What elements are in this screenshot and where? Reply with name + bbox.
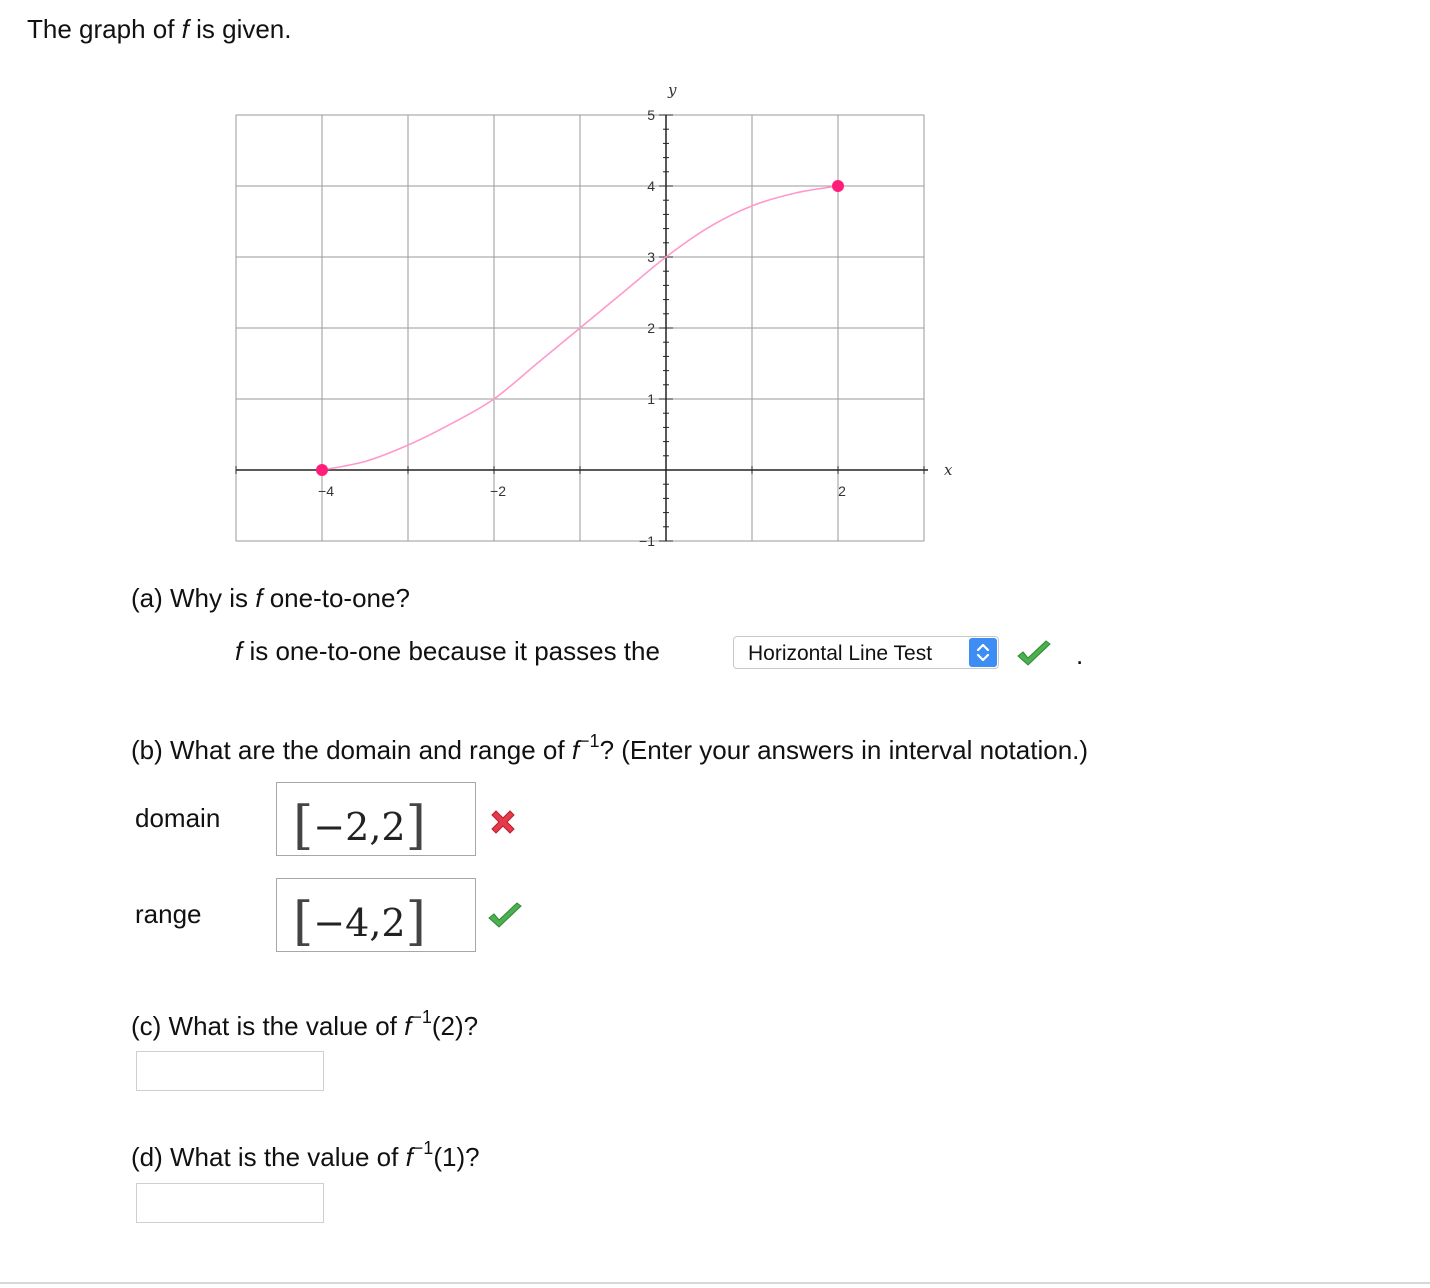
endpoint-dot	[832, 180, 844, 192]
divider	[0, 1282, 1430, 1284]
domain-value: −2,2	[313, 805, 406, 849]
part-b-question: (b) What are the domain and range of $f^{-1}$? (Enter your answers in interval notation.)	[131, 731, 1089, 765]
select-arrows-icon	[969, 638, 997, 667]
test-select-value: Horizontal Line Test	[748, 642, 933, 665]
y-tick-label: 3	[647, 249, 655, 265]
part-a-answer-text: f is one-to-one because it passes the	[235, 636, 660, 666]
x-tick-label: −2	[490, 483, 506, 499]
part-c-answer-input[interactable]	[136, 1051, 324, 1091]
graph-labels	[318, 81, 953, 549]
part-d-answer-input[interactable]	[136, 1183, 324, 1223]
function-graph	[0, 0, 1430, 560]
correct-check-icon	[1015, 639, 1053, 669]
intro-text: The graph of f is given.	[27, 14, 292, 44]
range-value: −4,2	[313, 901, 406, 945]
test-select[interactable]	[733, 636, 999, 669]
period: .	[1076, 640, 1084, 670]
endpoint-dot	[316, 464, 328, 476]
y-tick-label: 2	[647, 320, 655, 336]
x-tick-label: −4	[318, 483, 334, 499]
y-tick-label: −1	[639, 533, 655, 549]
y-tick-label: 5	[647, 107, 655, 123]
part-c-question: (c) What is the value of $f^{-1}(2)$?	[131, 1007, 479, 1041]
part-a-question: (a) Why is f one-to-one?	[131, 583, 410, 613]
incorrect-x-icon	[487, 806, 519, 838]
x-axis-label: x	[944, 461, 953, 479]
y-axis-label: y	[668, 81, 677, 99]
range-input[interactable]: [−4,2]	[276, 878, 476, 952]
domain-input[interactable]: [−2,2]	[276, 782, 476, 856]
domain-label: domain	[135, 803, 221, 833]
y-tick-label: 4	[647, 178, 655, 194]
y-tick-label: 1	[647, 391, 655, 407]
x-tick-label: 2	[838, 483, 846, 499]
range-label: range	[135, 899, 202, 929]
correct-check-icon	[486, 901, 524, 931]
part-d-question: (d) What is the value of $f^{-1}(1)$?	[131, 1138, 480, 1172]
